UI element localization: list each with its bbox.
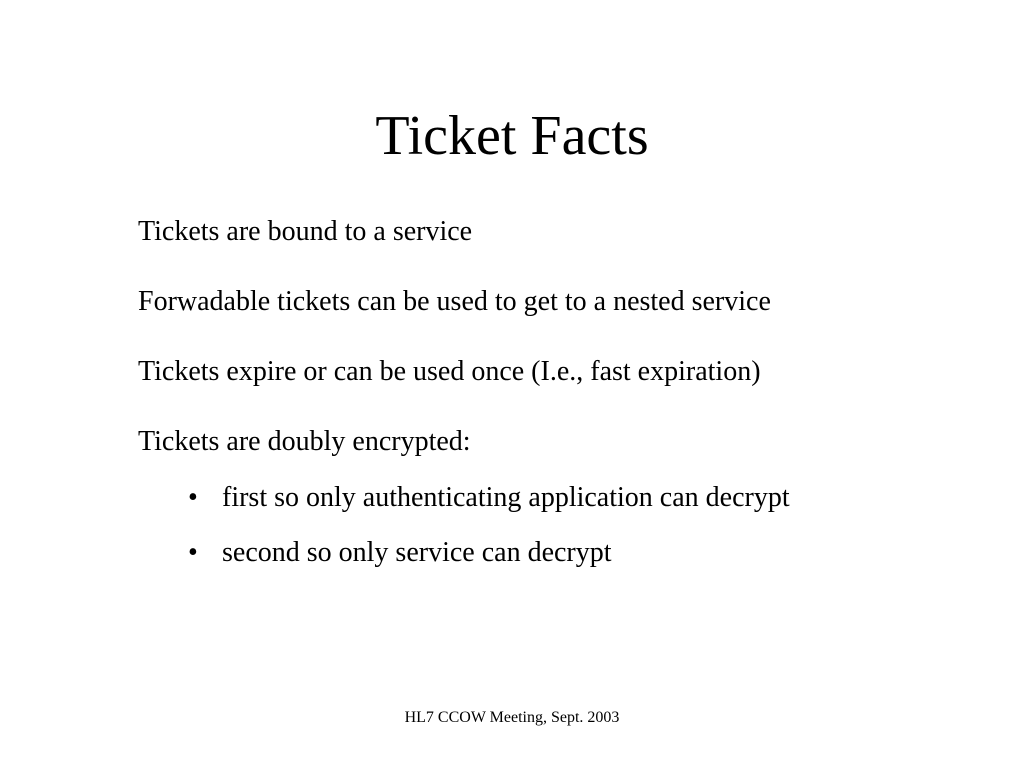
slide-title: Ticket Facts: [375, 105, 649, 167]
bullet-dot-icon: •: [188, 537, 198, 568]
point-forwardable-tickets: Forwadable tickets can be used to get to a nested service: [138, 286, 771, 317]
point-doubly-encrypted: Tickets are doubly encrypted:: [138, 426, 471, 457]
point-bound-to-service: Tickets are bound to a service: [138, 216, 473, 247]
bullet-dot-icon: •: [188, 482, 198, 513]
sub-point-second: [188, 536, 612, 570]
slide-footer: HL7 CCOW Meeting, Sept. 2003: [404, 709, 620, 726]
sub-point-first: [188, 481, 790, 515]
sub-point-first-text: first so only authenticating application can decrypt: [222, 482, 790, 513]
point-tickets-expire: Tickets expire or can be used once (I.e., fast expiration): [138, 356, 761, 387]
sub-point-second-text: second so only service can decrypt: [222, 537, 612, 568]
